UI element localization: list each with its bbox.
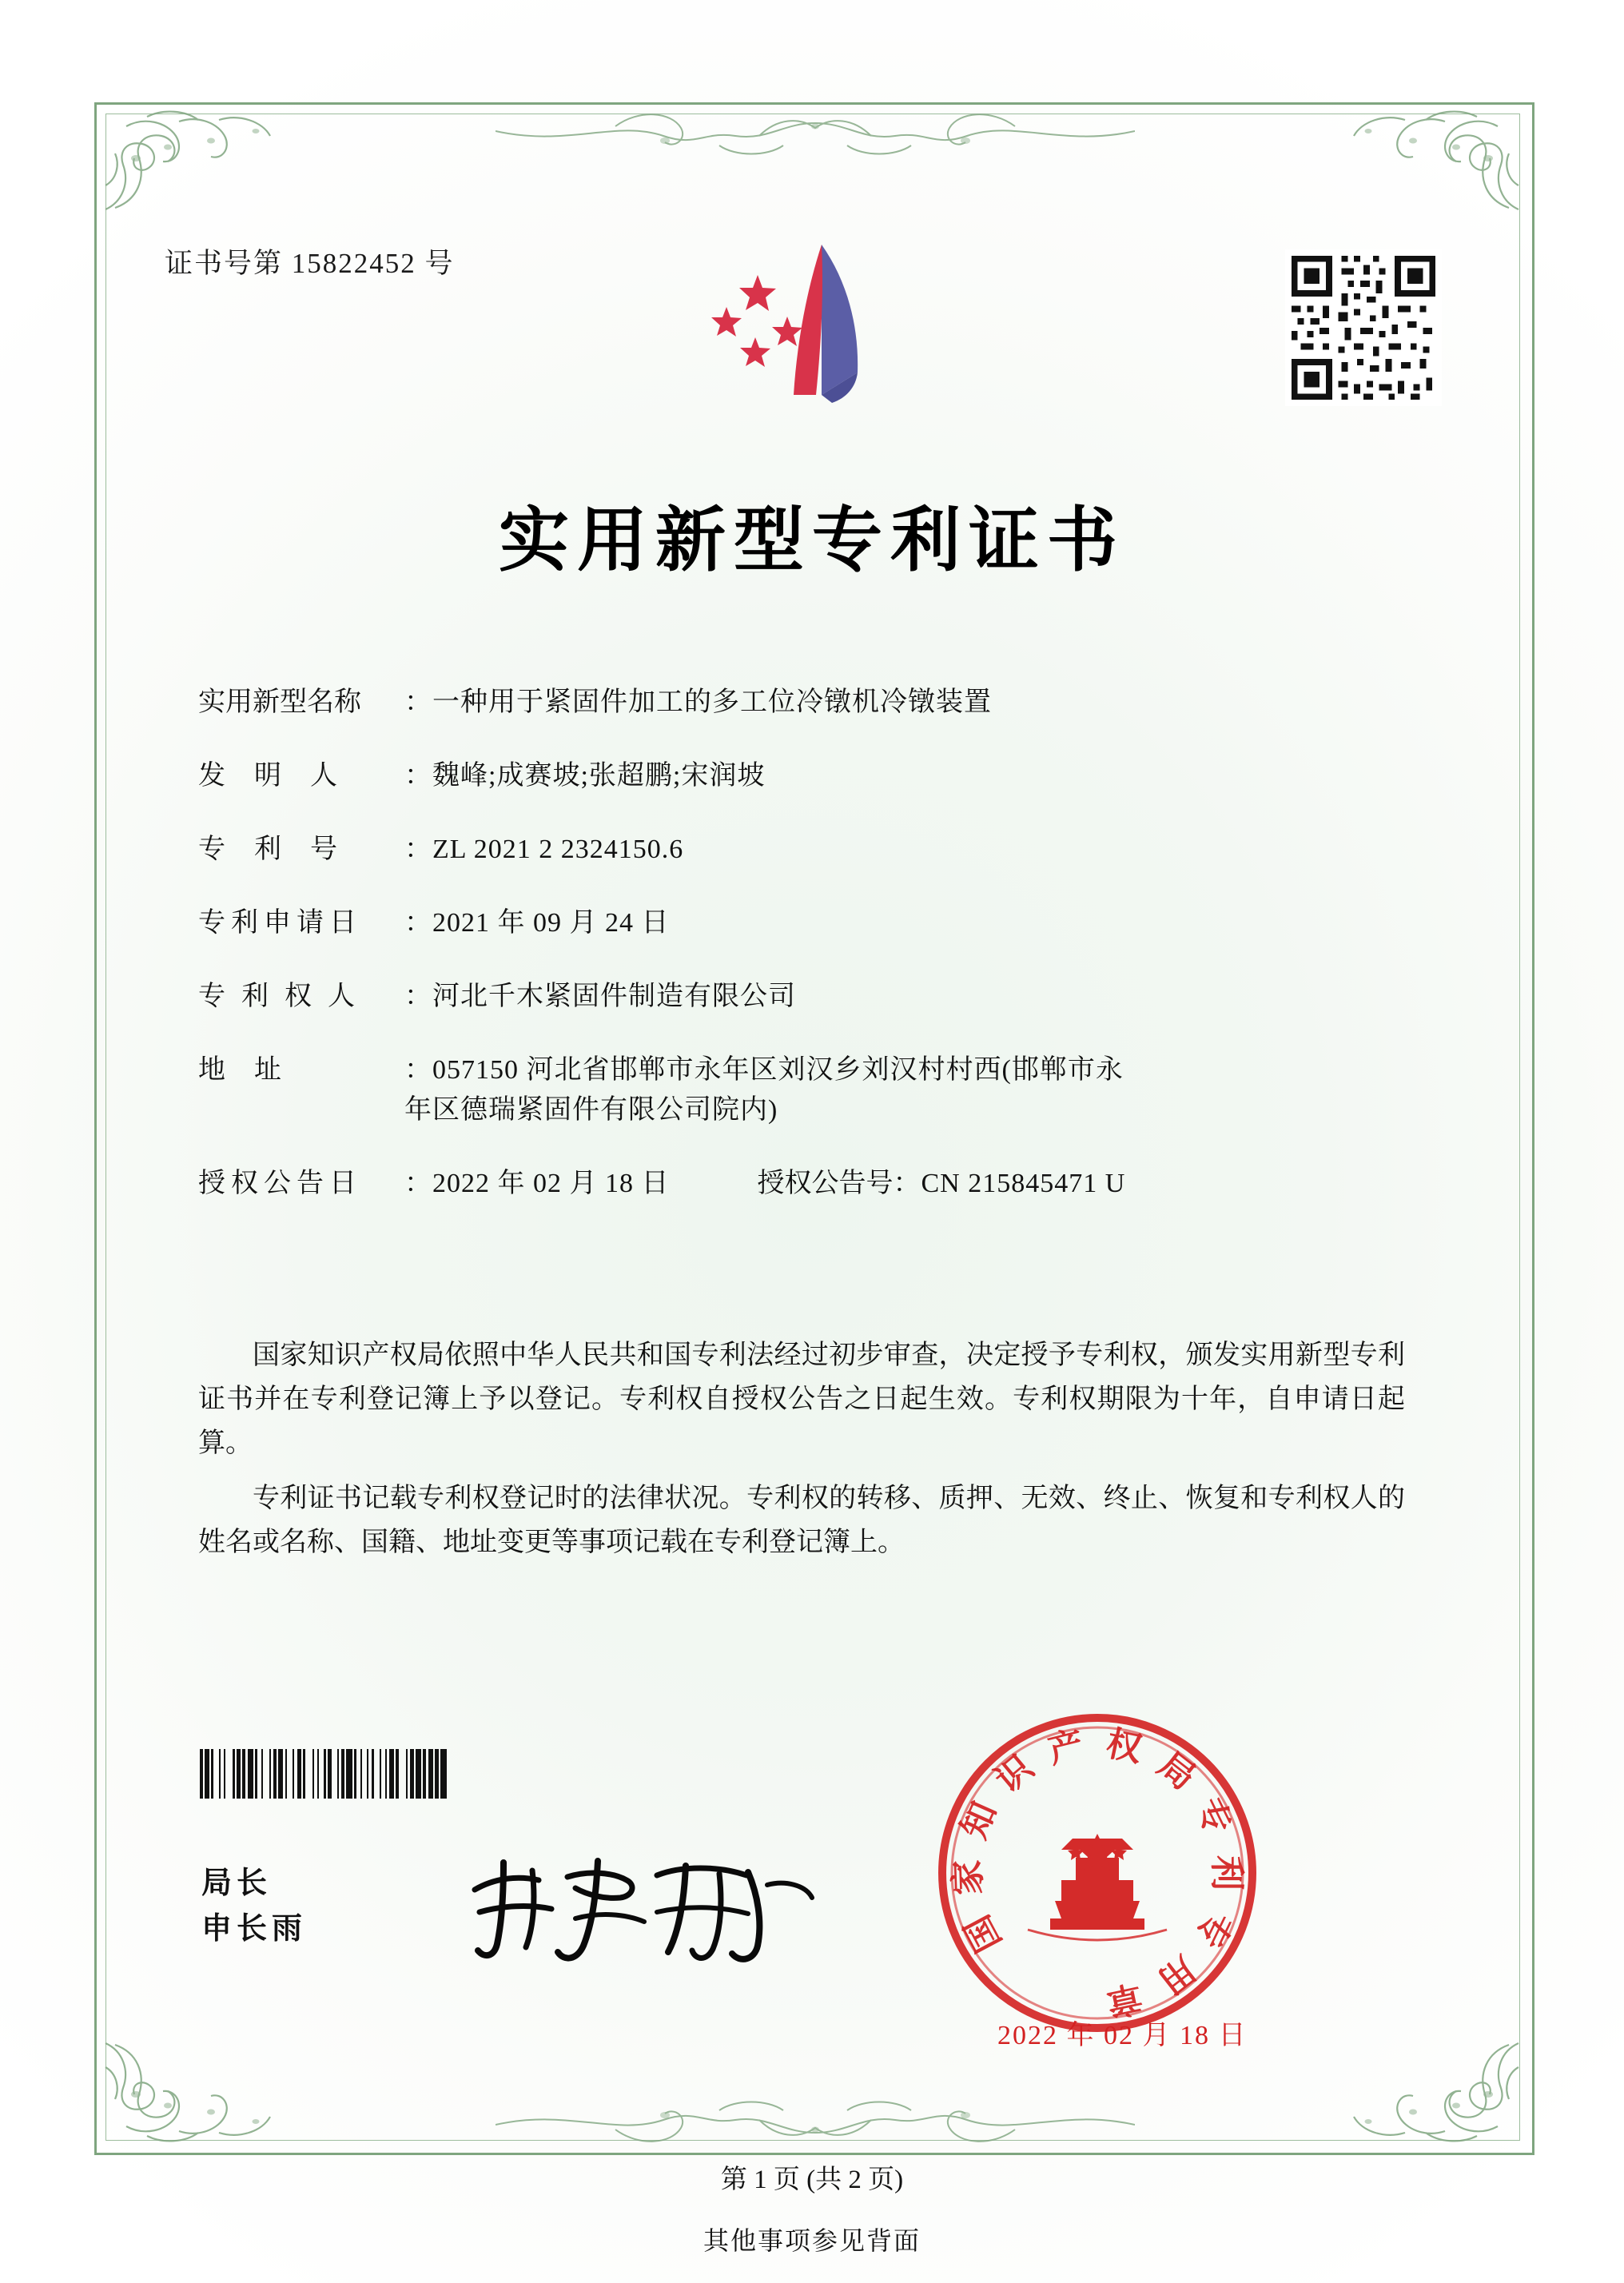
signature-title-label: 局长 — [201, 1867, 273, 1900]
svg-text:家: 家 — [947, 1859, 989, 1896]
svg-text:局: 局 — [1150, 1744, 1204, 1799]
field-label-grant-number: 授权公告号 — [757, 1169, 894, 1198]
svg-text:权: 权 — [1102, 1723, 1146, 1771]
field-row-address — [198, 1057, 1397, 1124]
barcode-icon — [200, 1749, 627, 1799]
svg-text:专: 专 — [1187, 1904, 1240, 1954]
field-label-grant-date: 授权公告日 — [198, 1169, 362, 1198]
field-row-patentee — [198, 983, 1397, 1010]
page-number: 第 1 页 (共 2 页) — [720, 2165, 904, 2194]
field-row-inventor — [198, 763, 1397, 790]
corner-ornament-icon — [99, 2035, 291, 2147]
field-value-address: ：057150 河北省邯郸市永年区刘汉乡刘汉村村西(邯郸市永 年区德瑞紧固件有限公司院内) — [404, 1057, 1397, 1124]
certificate-fields — [198, 689, 1397, 1244]
legal-text-block — [198, 1333, 1405, 1576]
bottom-flourish-ornament-icon — [496, 2056, 1135, 2152]
handwritten-signature-icon — [456, 1839, 831, 1974]
field-value-grant-number: ：CN 215845471 U — [893, 1169, 1126, 1198]
svg-text:识: 识 — [987, 1747, 1041, 1801]
legal-paragraph-2: 专利证书记载专利权登记时的法律状况。专利权的转移、质押、无效、终止、恢复和专利权人的姓名或名称、国籍、地址变更等事项记载在专利登记簿上。 — [198, 1484, 1405, 1558]
svg-text:利: 利 — [1206, 1855, 1247, 1891]
signature-labels — [201, 1861, 307, 1952]
corner-ornament-icon — [1333, 106, 1525, 217]
svg-text:专: 专 — [1187, 1791, 1240, 1842]
seal-date: 2022 年 02 月 18 日 — [997, 2021, 1248, 2050]
svg-text:知: 知 — [953, 1795, 1005, 1845]
field-row-application-date — [198, 910, 1397, 937]
signature-name-label: 申长雨 — [201, 1912, 308, 1946]
field-label-application-date: 专利申请日 — [198, 908, 362, 938]
official-red-seal-icon — [933, 1709, 1261, 2037]
field-label-patentee: 专利权人 — [198, 982, 371, 1011]
certificate-number: 证书号第 15822452 号 — [165, 248, 455, 279]
svg-text:产: 产 — [1044, 1723, 1089, 1772]
field-label-patent-number: 专利号 — [198, 835, 366, 864]
field-label-address: 地址 — [198, 1055, 310, 1085]
field-value-patent-number: ：ZL 2021 2 2324150.6 — [404, 835, 684, 864]
field-value-patentee: ：河北千木紧固件制造有限公司 — [404, 982, 796, 1011]
field-label-inventor: 发明人 — [198, 761, 366, 791]
field-value-application-date: ：2021 年 09 月 24 日 — [404, 908, 670, 938]
field-value-name: ：一种用于紧固件加工的多工位冷镦机冷镦装置 — [404, 687, 992, 717]
field-row-patent-number — [198, 836, 1397, 863]
svg-text:国: 国 — [957, 1908, 1010, 1959]
field-value-address-line2: 年区德瑞紧固件有限公司院内) — [404, 1095, 778, 1125]
corner-ornament-icon — [1333, 2035, 1525, 2147]
field-row-grant-announcement — [198, 1170, 1397, 1197]
svg-text:章: 章 — [1102, 1975, 1146, 2023]
svg-text:用: 用 — [1150, 1947, 1204, 2002]
field-value-grant-date: ：2022 年 02 月 18 日 — [404, 1169, 670, 1198]
field-row-name — [198, 689, 1397, 716]
legal-paragraph-1: 国家知识产权局依照中华人民共和国专利法经过初步审查，决定授予专利权，颁发实用新型专利证书并在专利登记簿上予以登记。专利权自授权公告之日起生效。专利权期限为十年，自申请日起算。 — [198, 1341, 1405, 1459]
cnipa-logo-icon — [675, 238, 931, 430]
qr-code-icon — [1285, 249, 1442, 406]
field-label-name: 实用新型名称 — [198, 687, 361, 717]
back-side-note: 其他事项参见背面 — [703, 2226, 921, 2255]
corner-ornament-icon — [99, 106, 291, 217]
field-value-inventor: ：魏峰;成赛坡;张超鹏;宋润坡 — [404, 761, 766, 791]
top-flourish-ornament-icon — [496, 104, 1135, 200]
page-title: 实用新型专利证书 — [498, 498, 1125, 581]
